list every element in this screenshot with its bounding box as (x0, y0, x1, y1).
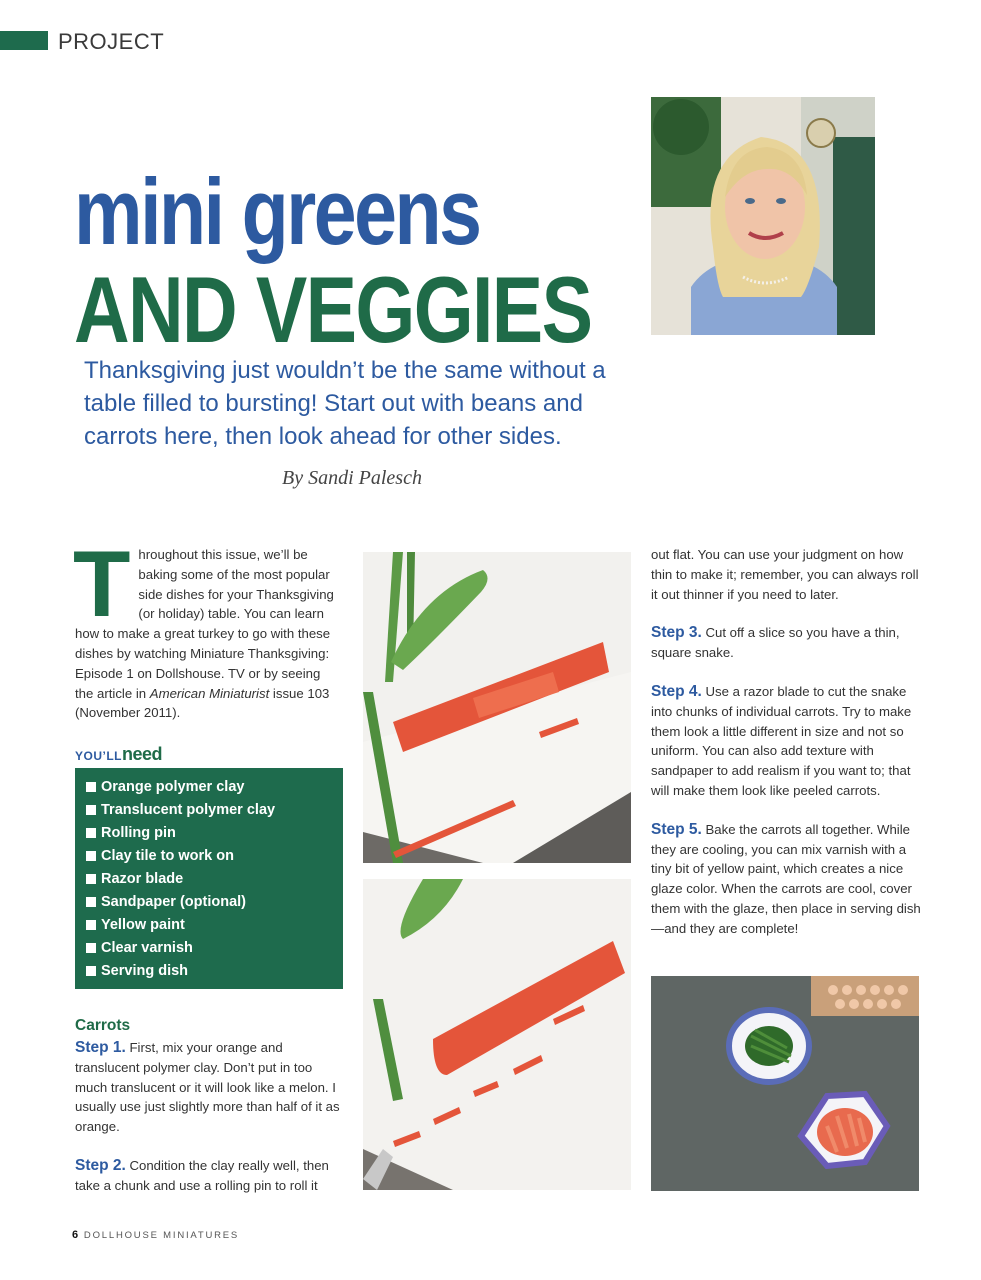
photo-finished-dishes-image (651, 976, 919, 1191)
materials-item: Clear varnish (86, 937, 343, 960)
square-bullet-icon (86, 966, 96, 976)
step-label: Step 1. (75, 1039, 126, 1056)
step-label: Step 2. (75, 1156, 126, 1174)
magazine-name: DOLLHOUSE MINIATURES (83, 1230, 240, 1241)
materials-item: Sandpaper (optional) (86, 891, 343, 914)
youll-need-heading (75, 744, 162, 765)
step-paragraph: Step 3. Cut off a slice so you have a thin, square snake. (651, 624, 900, 661)
youll-need-heading-a: YOU’LL (75, 749, 122, 763)
photo-finished-dishes (651, 976, 919, 1191)
materials-item: Serving dish (86, 960, 343, 983)
article-deck: Thanksgiving just wouldn’t be the same without a table filled to bursting! Start out with beans and carrots here, then look ahead for other sides. (84, 357, 606, 450)
page-number: 6 (72, 1229, 80, 1241)
photo-carrot-slab (363, 552, 631, 863)
materials-item: Rolling pin (86, 822, 343, 845)
square-bullet-icon (86, 897, 96, 907)
materials-item: Razor blade (86, 868, 343, 891)
section-bar (0, 31, 48, 50)
step-paragraph: Step 2. Condition the clay really well, then take a chunk and use a rolling pin to roll it (75, 1156, 329, 1193)
section-label: PROJECT (58, 29, 165, 54)
photo-carrot-chunks-image (363, 879, 631, 1190)
step-paragraph: out flat. You can use your judgment on how thin to make it; remember, you can always roll it out thinner if you need to later. (651, 547, 919, 602)
step-label: Step 4. (651, 682, 702, 700)
materials-item: Yellow paint (86, 914, 343, 937)
page-folio (72, 1229, 239, 1241)
square-bullet-icon (86, 874, 96, 884)
materials-item: Clay tile to work on (86, 845, 343, 868)
steps-column-1 (75, 1038, 345, 1215)
step-label: Step 3. (651, 624, 702, 642)
title-line-1: mini greens (74, 159, 480, 264)
step-label: Step 5. (651, 820, 702, 838)
photo-carrot-chunks (363, 879, 631, 1190)
square-bullet-icon (86, 805, 96, 815)
step-paragraph: Step 4. Use a razor blade to cut the snake into chunks of individual carrots. Try to make them look a little different in size and not so uniform. You can also add texture with sandpaper to add realism if you want to; that will make them look like peeled carrots. (651, 682, 912, 798)
intro-italic: American Miniaturist (149, 685, 270, 701)
intro-text-b: issue 103 (November 2011). (75, 685, 330, 721)
intro-paragraph (73, 531, 340, 723)
drop-cap: T (73, 531, 131, 636)
steps-column-2 (651, 545, 923, 958)
byline: By Sandi Palesch (282, 467, 422, 489)
author-portrait (651, 97, 875, 335)
carrots-heading: Carrots (75, 1017, 131, 1034)
intro-text-a: hroughout this issue, we’ll be baking some of the most popular side dishes for your Thanksgiving (or holiday) table. You can learn how to make a great turkey to go with these dishes by watching Miniature Thanksgiving: Episode 1 on Dollshouse. TV or by seeing the article in (75, 547, 334, 701)
title-line-2: AND VEGGIES (74, 257, 592, 362)
square-bullet-icon (86, 851, 96, 861)
square-bullet-icon (86, 920, 96, 930)
materials-list (75, 768, 343, 989)
author-portrait-image (651, 97, 875, 335)
step-paragraph: Step 1. First, mix your orange and translucent polymer clay. Don’t put in too much translucent or it will look like a melon. I usually use just slightly more than half of it as orange. (75, 1039, 340, 1135)
step-paragraph: Step 5. Bake the carrots all together. While they are cooling, you can mix varnish with a tiny bit of yellow paint, which creates a nice glaze color. When the carrots are cool, cover them with the glaze, then place in serving dish—and they are complete! (651, 820, 921, 936)
square-bullet-icon (86, 828, 96, 838)
square-bullet-icon (86, 782, 96, 792)
materials-item: Translucent polymer clay (86, 799, 343, 822)
photo-carrot-slab-image (363, 552, 631, 863)
square-bullet-icon (86, 943, 96, 953)
youll-need-heading-b: need (122, 744, 163, 764)
materials-item: Orange polymer clay (86, 776, 343, 799)
